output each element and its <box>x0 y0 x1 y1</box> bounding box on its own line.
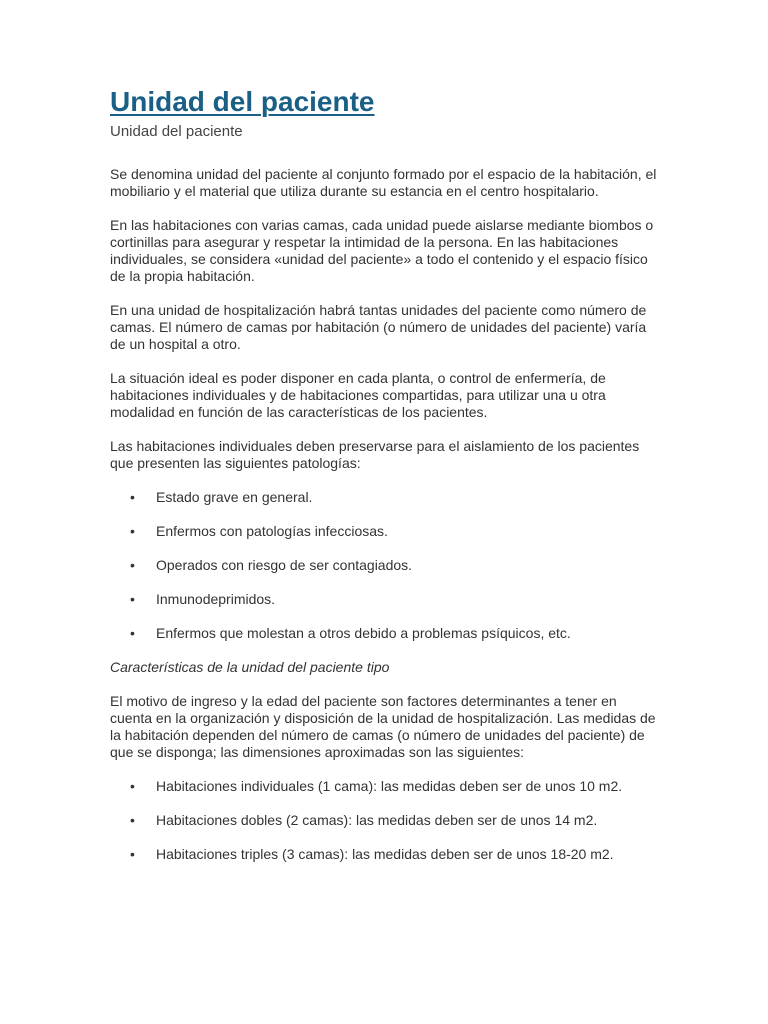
bullet-icon: • <box>130 812 135 828</box>
bullet-icon: • <box>130 778 135 794</box>
paragraph: En una unidad de hospitalización habrá tantas unidades del paciente como número de camas. El número de camas por habitación (o número de unidades del paciente) varía de un hospital a otro. <box>110 302 647 352</box>
bullet-icon: • <box>130 591 135 607</box>
list-item-text: Habitaciones triples (3 camas): las medidas deben ser de unos 18-20 m2. <box>156 846 614 862</box>
list-item <box>110 557 658 574</box>
room-sizes-list <box>110 778 658 863</box>
list-item <box>110 846 658 863</box>
list-item-text: Enfermos con patologías infecciosas. <box>156 523 388 539</box>
list-item-text: Operados con riesgo de ser contagiados. <box>156 557 413 573</box>
bullet-icon: • <box>130 489 135 505</box>
paragraph: Se denomina unidad del paciente al conjunto formado por el espacio de la habitación, el mobiliario y el material que utiliza durante su estancia en el centro hospitalario. <box>110 166 657 199</box>
document-subtitle: Unidad del paciente <box>110 123 243 140</box>
bullet-icon: • <box>130 846 135 862</box>
section-heading: Características de la unidad del paciente tipo <box>110 659 390 675</box>
document-title-link[interactable]: Unidad del paciente <box>110 86 375 117</box>
list-item-text: Habitaciones individuales (1 cama): las medidas deben ser de unos 10 m2. <box>156 778 623 794</box>
list-item-text: Enfermos que molestan a otros debido a problemas psíquicos, etc. <box>156 625 571 641</box>
paragraph: La situación ideal es poder disponer en cada planta, o control de enfermería, de habitaciones individuales y de habitaciones compartidas, para utilizar una u otra modalidad en función de las características de los pacientes. <box>110 370 606 420</box>
list-item <box>110 489 658 506</box>
bullet-icon: • <box>130 557 135 573</box>
paragraph: El motivo de ingreso y la edad del paciente son factores determinantes a tener en cuenta en la organización y disposición de la unidad de hospitalización. Las medidas de la habitación dependen del número de camas (o número de unidades del paciente) de que se disponga; las dimensiones aproximadas son las siguientes: <box>110 693 656 760</box>
list-item <box>110 591 658 608</box>
bullet-icon: • <box>130 625 135 641</box>
paragraph: En las habitaciones con varias camas, cada unidad puede aislarse mediante biombos o cortinillas para asegurar y respetar la intimidad de la persona. En las habitaciones individuales, se considera «unidad del paciente» a todo el contenido y el espacio físico de la propia habitación. <box>110 217 654 284</box>
list-item <box>110 812 658 829</box>
bullet-icon: • <box>130 523 135 539</box>
list-item-text: Habitaciones dobles (2 camas): las medidas deben ser de unos 14 m2. <box>156 812 598 828</box>
list-item-text: Estado grave en general. <box>156 489 313 505</box>
paragraph: Las habitaciones individuales deben preservarse para el aislamiento de los pacientes que presenten las siguientes patologías: <box>110 438 640 471</box>
list-item <box>110 625 658 642</box>
pathologies-list <box>110 489 658 642</box>
list-item <box>110 523 658 540</box>
list-item <box>110 778 658 795</box>
document-page <box>110 84 658 863</box>
list-item-text: Inmunodeprimidos. <box>156 591 276 607</box>
